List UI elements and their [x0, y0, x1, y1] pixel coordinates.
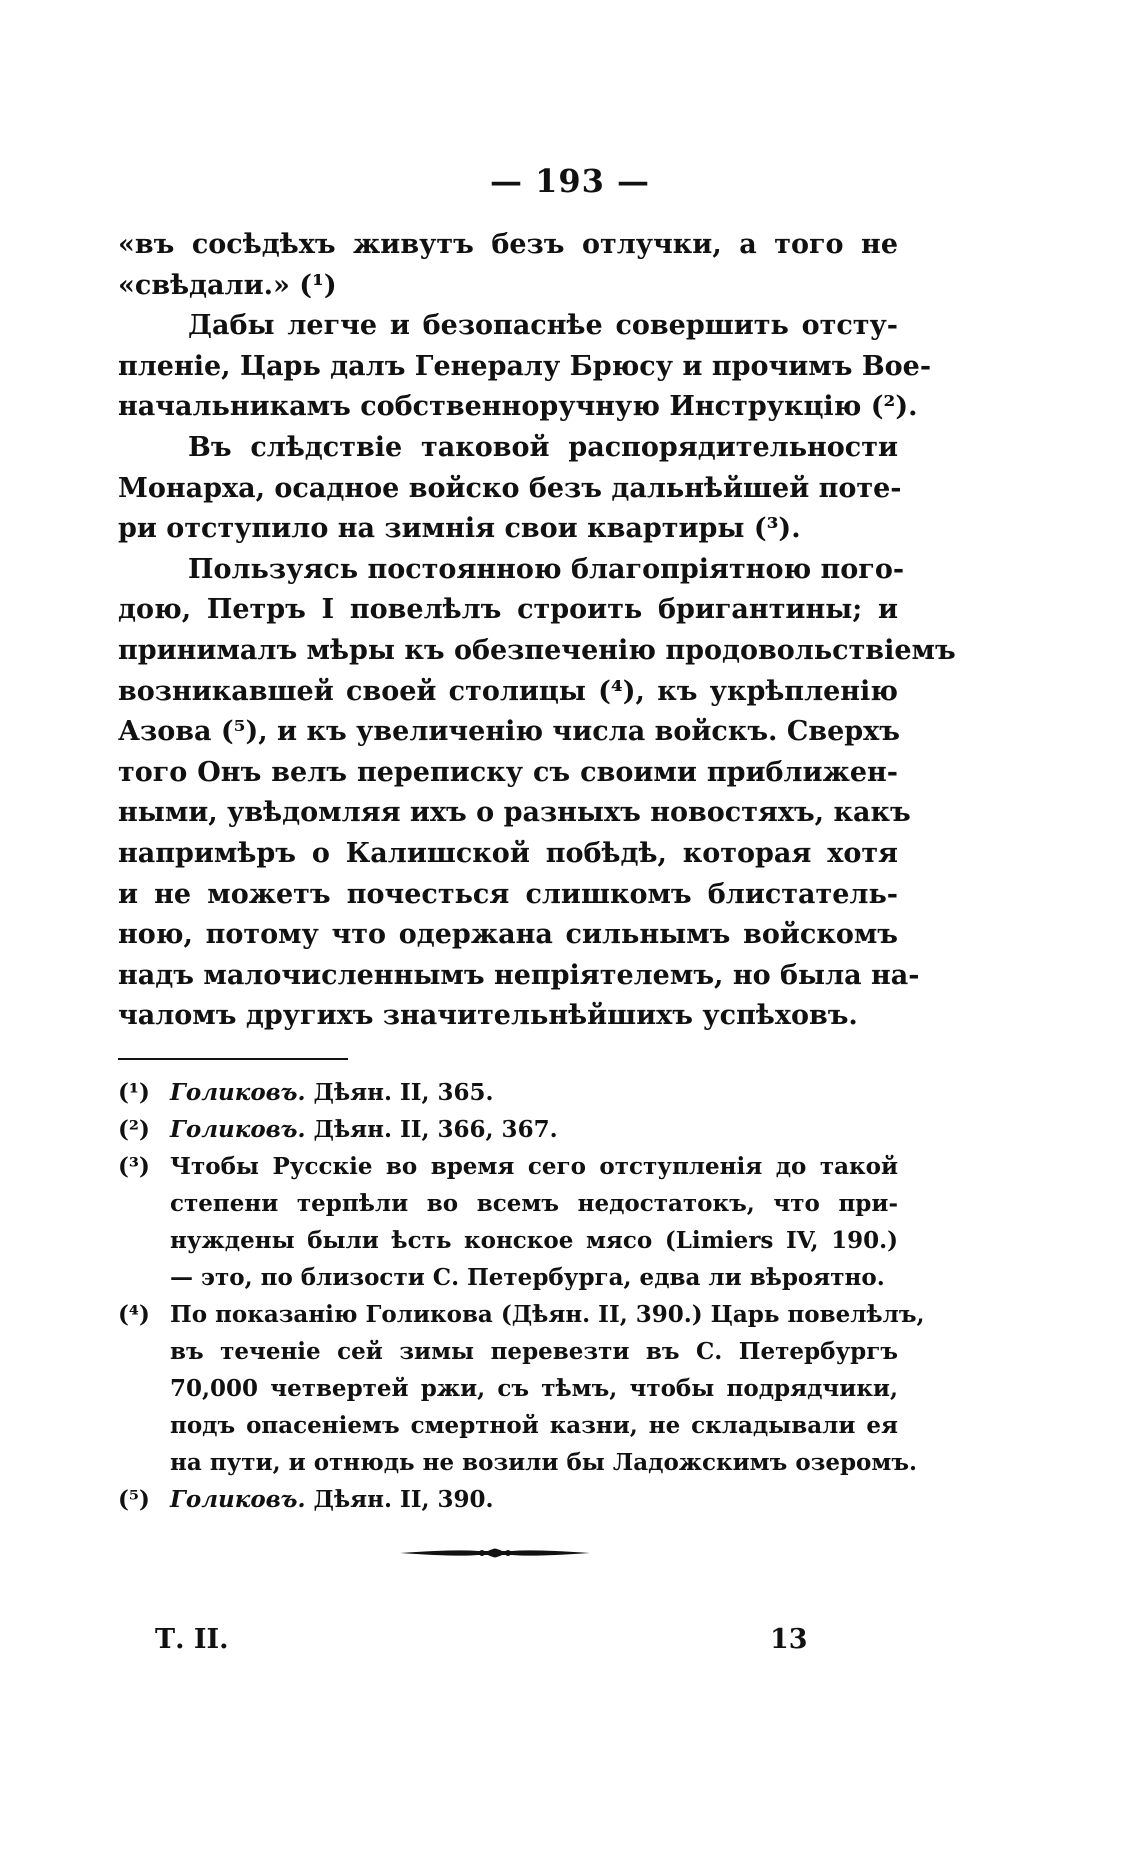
footnote-text: Голиковъ. Дѣян. II, 390.: [170, 1486, 494, 1513]
body-line: «свѣдали.» (¹): [118, 269, 337, 301]
footnotes: [118, 1074, 925, 1518]
body-line: Дабы легче и безопаснѣе совершить отсту-: [188, 310, 898, 342]
page-footer: [0, 1624, 1140, 1664]
footnote-text: въ теченіе сей зимы перевезти въ С. Петербургъ: [170, 1338, 898, 1365]
footnote-text: Голиковъ. Дѣян. II, 365.: [170, 1079, 494, 1106]
body-line: напримѣръ о Калишской побѣдѣ, которая хотя: [118, 837, 898, 869]
footnote-line: [118, 1074, 898, 1111]
footnote-text: — это, по близости С. Петербурга, едва ли вѣроятно.: [170, 1264, 885, 1291]
body-line: Монарха, осадное войско безъ дальнѣйшей поте-: [118, 472, 902, 504]
footnote-marker: (³): [118, 1153, 150, 1180]
footnote-line: [118, 1481, 898, 1518]
body-line: Пользуясь постоянною благопріятною пого-: [188, 553, 905, 585]
footnote-line: [118, 1111, 898, 1148]
body-line: надъ малочисленнымъ непріятелемъ, но была на-: [118, 959, 920, 991]
volume-label: Т. II.: [155, 1624, 229, 1655]
body-line: Азова (⁵), и къ увеличенію числа войскъ. Сверхъ: [118, 716, 900, 748]
signature-mark: 13: [770, 1624, 808, 1655]
footnote-marker: (¹): [118, 1079, 150, 1106]
footnote-line: [118, 1148, 898, 1185]
footnote-text: подъ опасеніемъ смертной казни, не складывали ея: [170, 1412, 898, 1439]
body-line: и не можетъ почесться слишкомъ блистатель-: [118, 878, 898, 910]
body-line: принималъ мѣры къ обезпеченію продовольствіемъ: [118, 634, 956, 666]
body-line: ри отступило на зимнія свои квартиры (³).: [118, 513, 801, 545]
footnote-text: Голиковъ. Дѣян. II, 366, 367.: [170, 1116, 558, 1143]
footnote-text: 70,000 четвертей ржи, съ тѣмъ, чтобы подрядчики,: [170, 1375, 898, 1402]
body-line: пленіе, Царь далъ Генералу Брюсу и прочимъ Вое-: [118, 350, 932, 382]
body-line: ною, потому что одержана сильнымъ войскомъ: [118, 919, 898, 951]
footnote-line: [118, 1222, 898, 1259]
body-line: того Онъ велъ переписку съ своими приближен-: [118, 756, 898, 788]
footnote-text: степени терпѣли во всемъ недостатокъ, что при-: [170, 1190, 898, 1217]
footnote-text: По показанію Голикова (Дѣян. II, 390.) Царь повелѣлъ,: [170, 1301, 925, 1328]
footnote-line: [118, 1333, 898, 1370]
footnote-line: [118, 1370, 898, 1407]
body-line: ными, увѣдомляя ихъ о разныхъ новостяхъ, какъ: [118, 797, 911, 829]
page-number: — 193 —: [489, 162, 651, 200]
footnote-text: на пути, и отнюдь не возили бы Ладожскимъ озеромъ.: [170, 1449, 918, 1476]
footnote-separator: [118, 1058, 348, 1060]
body-text: [118, 225, 956, 1037]
footnote-marker: (²): [118, 1116, 150, 1143]
body-line: возникавшей своей столицы (⁴), къ укрѣпленію: [118, 675, 898, 707]
body-line: «въ сосѣдѣхъ живутъ безъ отлучки, а того не: [118, 229, 898, 260]
body-line: начальникамъ собственноручную Инструкцію (²).: [118, 391, 918, 423]
body-line: дою, Петръ I повелѣлъ строить бригантины; и: [118, 594, 898, 626]
footnote-line: [118, 1259, 898, 1296]
body-line: чаломъ другихъ значительнѣйшихъ успѣховъ.: [118, 1000, 858, 1032]
footnote-line: [118, 1444, 918, 1481]
footnote-line: [118, 1407, 898, 1444]
footnote-marker: (⁵): [118, 1486, 150, 1513]
footnote-marker: (⁴): [118, 1301, 150, 1328]
footnote-text: Чтобы Русскіе во время сего отступленія до такой: [170, 1153, 898, 1180]
footnote-line: [118, 1185, 898, 1222]
footnote-line: [118, 1296, 925, 1333]
footnote-text: нуждены были ѣсть конское мясо (Limiers IV, 190.): [170, 1227, 898, 1254]
tailpiece-ornament: [398, 1546, 592, 1560]
body-line: Въ слѣдствіе таковой распорядительности: [188, 431, 898, 463]
